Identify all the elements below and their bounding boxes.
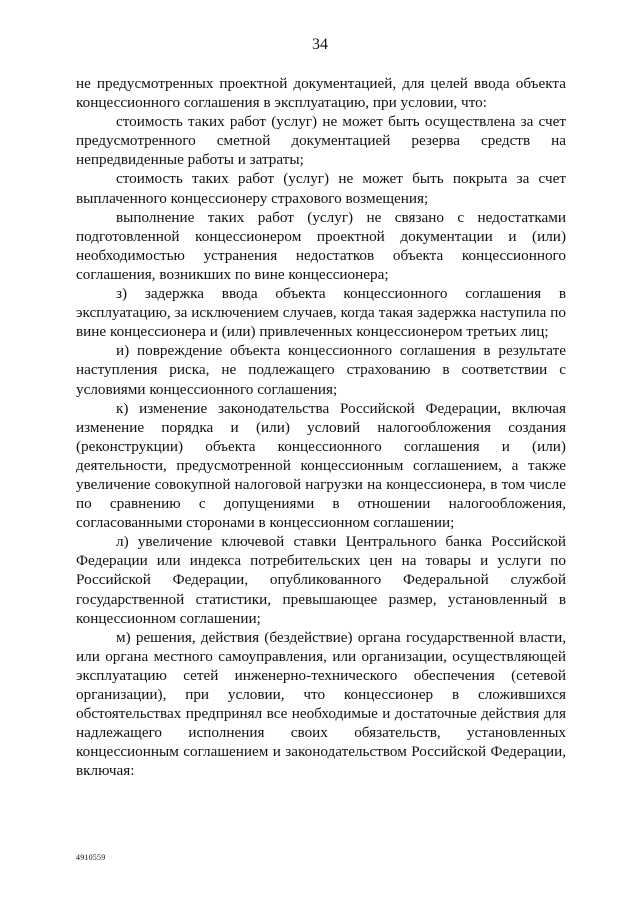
paragraph-item-z: з) задержка ввода объекта концессионного соглашения в эксплуатацию, за исключением случаев, когда такая задержка наступила по вине концессионера и (или) привлеченных концессионером третьих лиц; (76, 285, 566, 341)
paragraph-continuation: не предусмотренных проектной документацией, для целей ввода объекта концессионного соглашения в эксплуатацию, при условии, что: (76, 75, 566, 112)
paragraph-item-k: к) изменение законодательства Российской Федерации, включая изменение порядка и (или) условий налогообложения создания (реконструкции) объекта концессионного соглашения и (или) деятельности, предусмотренной концессионным соглашением, а также увеличение совокупной налоговой нагрузки на концессионера, в том числе по сравнению с допущениями в отношении налогообложения, согласованными сторонами в концессионном соглашении; (76, 399, 566, 532)
paragraph-item-l: л) увеличение ключевой ставки Центрального банка Российской Федерации или индекса потребительских цен на товары и услуги по Российской Федерации, опубликованного Федеральной службой государственной статистики, превышающее размер, установленный в концессионном соглашении; (76, 533, 566, 627)
paragraph-condition-estimate: стоимость таких работ (услуг) не может быть осуществлена за счет предусмотренного сметной документацией резерва средств на непредвиденные работы и затраты; (76, 113, 566, 169)
paragraph-item-i: и) повреждение объекта концессионного соглашения в результате наступления риска, не подлежащего страхованию в соответствии с условиями концессионного соглашения; (76, 342, 566, 398)
paragraph-condition-insurance: стоимость таких работ (услуг) не может быть покрыта за счет выплаченного концессионеру страхового возмещения; (76, 170, 566, 207)
page-number: 34 (312, 36, 328, 53)
document-code: 4910559 (76, 853, 106, 862)
document-body (76, 74, 566, 780)
paragraph-condition-defects: выполнение таких работ (услуг) не связано с недостатками подготовленной концессионером проектной документации и (или) необходимостью устранения недостатков объекта концессионного соглашения, возникших по вине концессионера; (76, 208, 566, 283)
paragraph-item-m: м) решения, действия (бездействие) органа государственной власти, или органа местного самоуправления, или организации, осуществляющей эксплуатацию сетей инженерно-технического обеспечения (сетевой организации), при условии, что концессионер в сложившихся обстоятельствах предпринял все необходимые и достаточные действия для надлежащего исполнения своих обязательств, установленных концессионным соглашением и законодательством Российской Федерации, включая: (76, 628, 566, 780)
